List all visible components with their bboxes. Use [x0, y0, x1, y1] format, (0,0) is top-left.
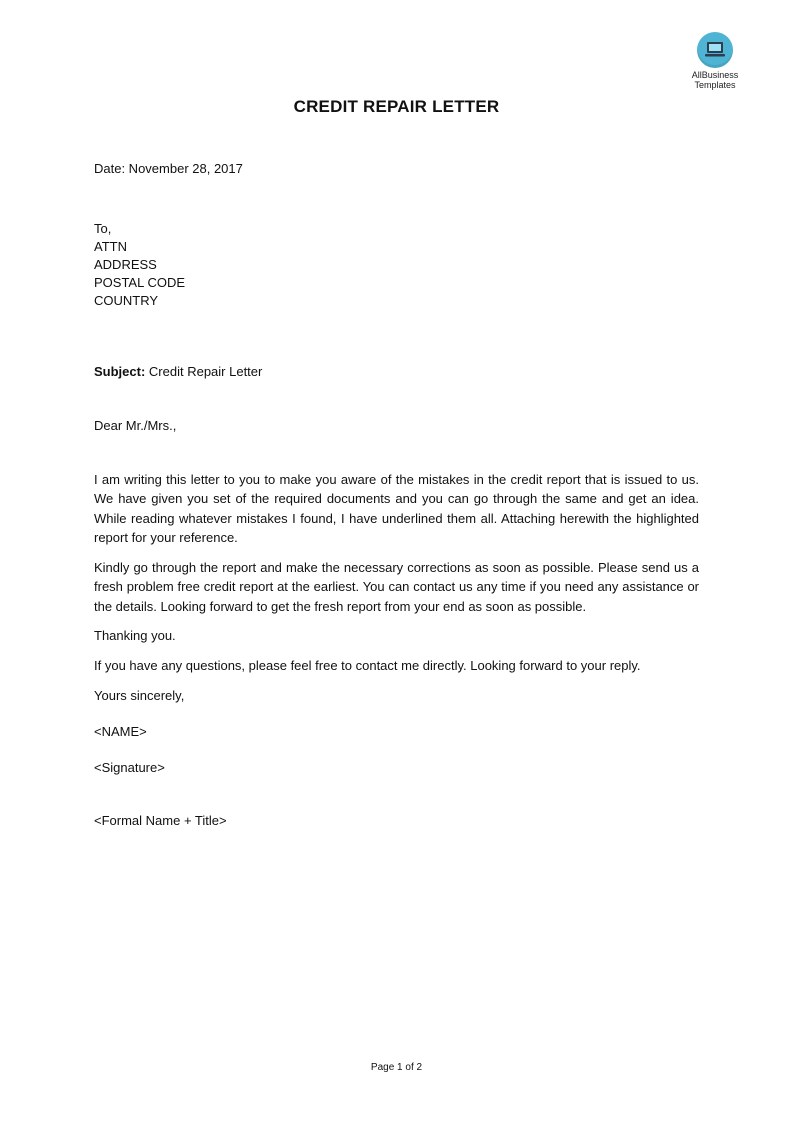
laptop-icon	[697, 32, 733, 68]
address-street: ADDRESS	[94, 257, 157, 272]
subject-line	[94, 363, 262, 381]
document-title: CREDIT REPAIR LETTER	[293, 97, 500, 116]
logo-line-2: Templates	[694, 80, 736, 90]
date-line: Date: November 28, 2017	[94, 161, 243, 176]
signature-placeholder: <Signature>	[94, 760, 165, 775]
salutation: Dear Mr./Mrs.,	[94, 418, 177, 433]
logo-line-1: AllBusiness	[691, 70, 739, 80]
brand-logo	[680, 32, 750, 90]
address-country: COUNTRY	[94, 293, 159, 308]
subject-label: Subject:	[94, 364, 146, 379]
subject-value: Credit Repair Letter	[145, 364, 263, 379]
thanks-line: Thanking you.	[94, 628, 176, 643]
closing-line: Yours sincerely,	[94, 688, 185, 703]
address-attn: ATTN	[94, 239, 127, 254]
page-footer: Page 1 of 2	[370, 1062, 423, 1073]
body-paragraph-1: I am writing this letter to you to make you aware of the mistakes in the credit report that is issued to us. We have given you set of the required documents and you can go through the same and get an idea. While reading whatever mistakes I found, I have underlined them all. Attaching herewith the highlighted report for your reference.	[94, 472, 699, 545]
address-to: To,	[94, 221, 112, 236]
formal-name-placeholder: <Formal Name + Title>	[94, 813, 227, 828]
address-postal-code: POSTAL CODE	[94, 275, 186, 290]
questions-line: If you have any questions, please feel free to contact me directly. Looking forward to your reply.	[94, 658, 641, 673]
name-placeholder: <NAME>	[94, 724, 147, 739]
body-paragraph-2: Kindly go through the report and make the necessary corrections as soon as possible. Please send us a fresh problem free credit report at the earliest. You can contact us any time if you need any assistance or the details. Looking forward to get the fresh report from your end as soon as possible.	[94, 560, 699, 614]
